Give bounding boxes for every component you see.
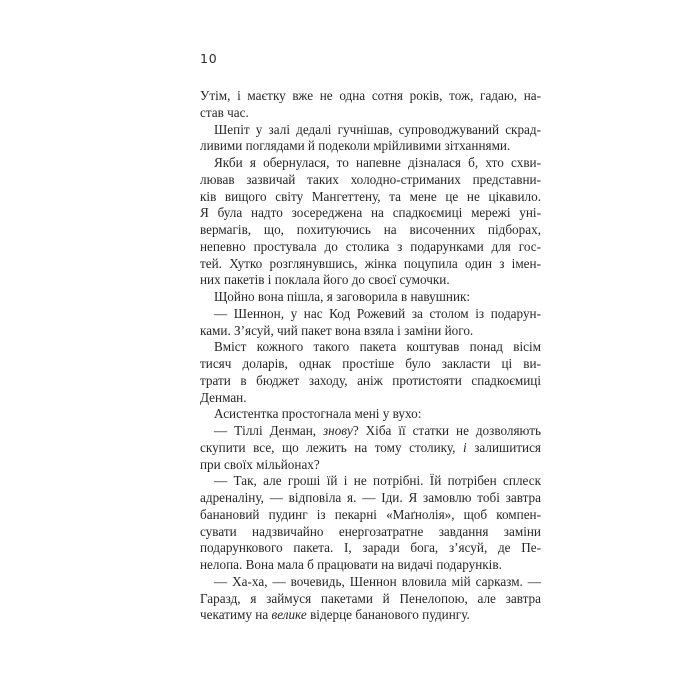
paragraph xyxy=(200,574,541,624)
paragraph xyxy=(200,423,541,473)
text-line: — Так, але гроші їй і не потрібні. Їй потрібен сплеск xyxy=(214,473,541,489)
text-line: чекатиму на велике відерце бананового пудингу. xyxy=(200,607,470,623)
text-line: трати в бюджет заходу, аніж протистояти спадкоємиці xyxy=(200,372,541,388)
text-line: — Ха-ха, — вочевидь, Шеннон вловила мій сарказм. — xyxy=(214,573,541,589)
paragraph xyxy=(200,155,541,289)
text-line: Я була надто зосереджена на спадкоємиці мережі уні- xyxy=(200,205,541,221)
paragraph xyxy=(200,122,541,156)
text-line: Щойно вона пішла, я заговорила в навушник: xyxy=(214,289,471,304)
text-line: ками. З’ясуй, чий пакет вона взяла і заміни його. xyxy=(200,322,474,338)
paragraph xyxy=(200,88,541,122)
text-line: Денман. xyxy=(200,389,247,405)
text-line: став час. xyxy=(200,104,249,120)
text-line: — Шеннон, у нас Код Рожевий за столом із подарун- xyxy=(214,305,541,321)
text-line: тисяч доларів, однак простіше було закласти ці ви- xyxy=(200,356,541,371)
paragraph xyxy=(200,406,541,423)
paragraph xyxy=(200,306,541,340)
text-line: непевно простувала до столика з подарунками для гос- xyxy=(200,238,541,254)
text-line: вермагів, що, похитуючись на височенних підборах, xyxy=(200,222,541,237)
text-line: Шепіт у залі дедалі гучнішав, супроводжуваний скрад- xyxy=(214,121,541,137)
text-line: — Тіллі Денман, знову? Хіба її статки не дозволяють xyxy=(214,423,541,438)
text-line: ків вищого світу Мангеттену, та мене це не цікавило. xyxy=(200,188,541,204)
text-line: лював зазвичай таких холодно-стриманих представни- xyxy=(200,171,541,187)
text-line: Вміст кожного такого пакета коштував понад вісім xyxy=(214,339,541,355)
text-line: сувати надзвичайно енергозатратне завдання заміни xyxy=(200,523,541,539)
text-line: банановий пудинг із пекарні «Маґнолія», щоб компен- xyxy=(200,506,541,522)
text-line: Асистентка простогнала мені у вухо: xyxy=(214,406,422,422)
paragraph xyxy=(200,289,541,306)
text-line: ливими поглядами й подеколи мрійливими зітханнями. xyxy=(200,138,511,154)
paragraph xyxy=(200,473,541,574)
text-line: при своїх мільйонах? xyxy=(200,456,320,472)
text-line: скупити все, що лежить на тому столику, і залишитися xyxy=(200,439,541,455)
text-line: Якби я обернулася, то напевне дізналася б, хто схви- xyxy=(214,155,541,170)
text-line: Гаразд, я займуся пакетами й Пенелопою, але завтра xyxy=(200,590,541,606)
paragraph xyxy=(200,339,541,406)
text-line: них пакетів і поклала його до своєї сумочки. xyxy=(200,272,450,288)
text-line: нелопа. Вона мала б працювати на видачі подарунків. xyxy=(200,557,502,572)
text-line: тей. Хутко розглянувшись, жінка поцупила один з імен- xyxy=(200,255,541,271)
text-line: адреналіну, — відповіла я. — Іди. Я замовлю тобі завтра xyxy=(200,490,541,505)
text-line: подарункового пакета. І, заради бога, з’ясуй, де Пе- xyxy=(200,540,541,556)
page-number: 10 xyxy=(200,51,218,66)
text-column xyxy=(200,88,541,624)
text-line: Утім, і маєтку вже не одна сотня років, тож, гадаю, на- xyxy=(200,88,541,103)
